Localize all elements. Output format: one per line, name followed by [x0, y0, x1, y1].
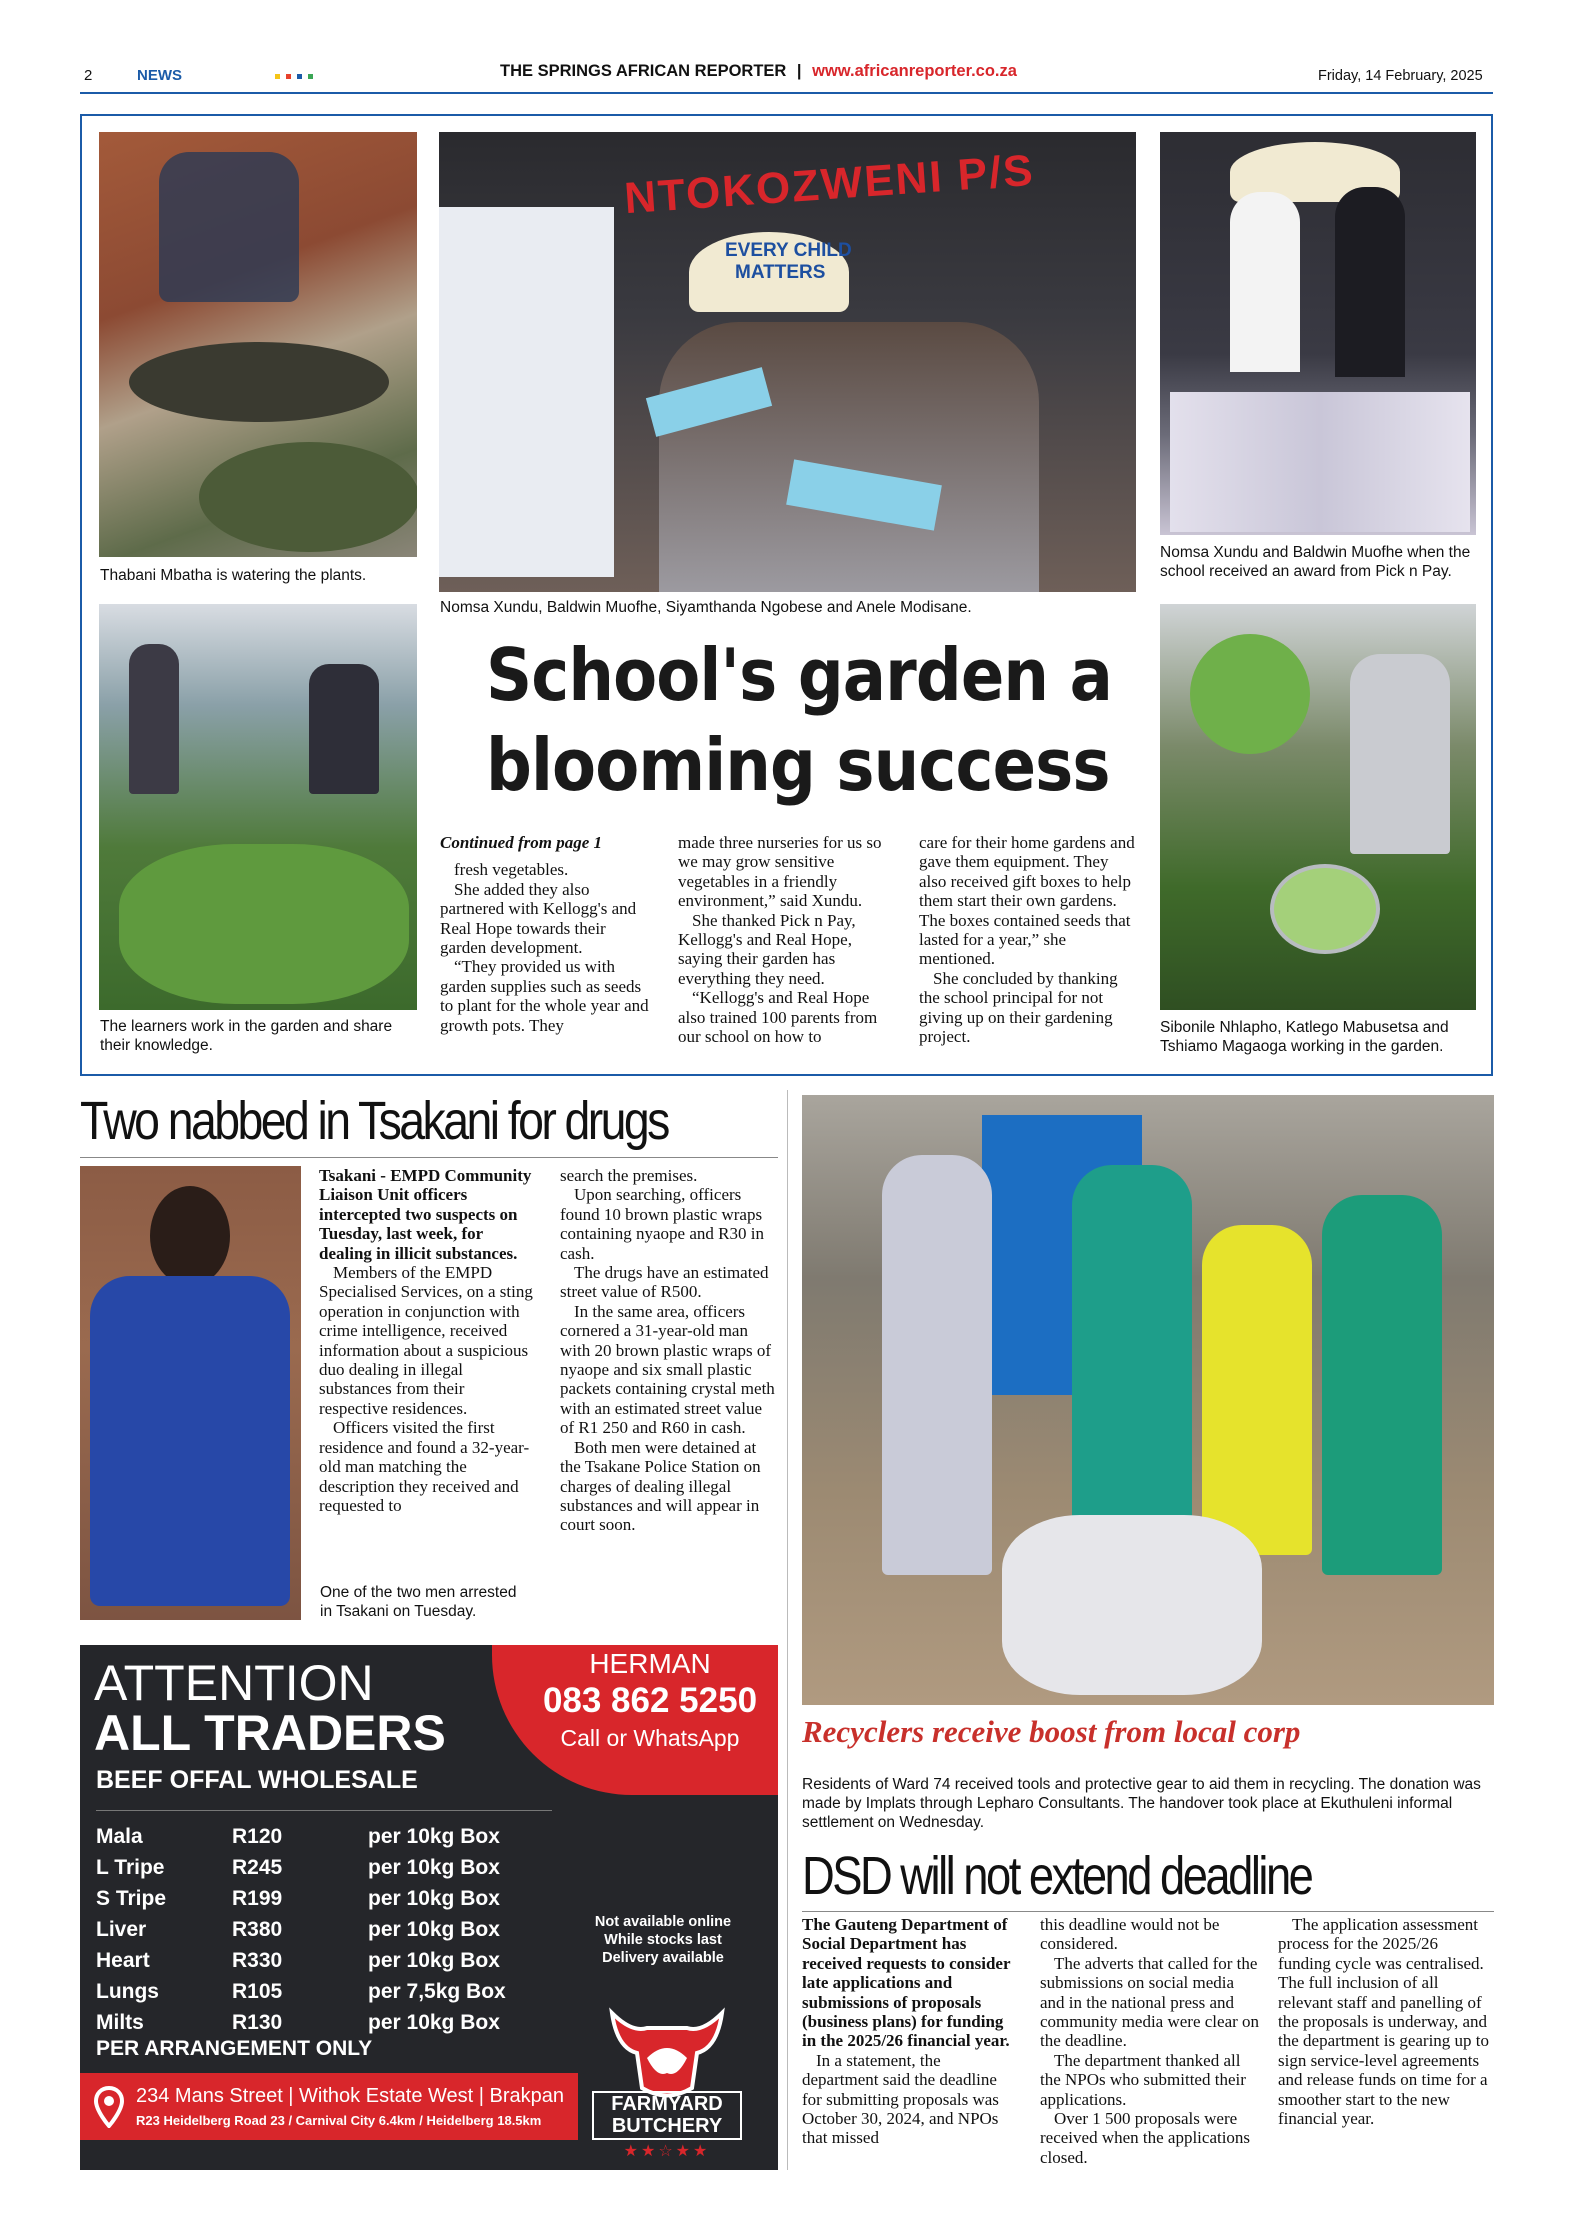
garden-col-1: [440, 833, 655, 1035]
price-price: R120: [232, 1825, 283, 1848]
price-item: Mala: [96, 1825, 143, 1848]
section-label: NEWS: [137, 67, 182, 84]
location-pin-icon: [94, 2086, 124, 2128]
ad-phone[interactable]: 083 862 5250: [542, 1681, 758, 1720]
availability-line-1: Not available online: [594, 1914, 732, 1930]
price-price: R380: [232, 1918, 283, 1941]
drugs-col-1: [319, 1166, 534, 1515]
price-price: R105: [232, 1980, 283, 2003]
price-row: [80, 1856, 550, 1884]
garden-col1-p2: She added they also partnered with Kellogg's and Real Hope towards their garden development.: [440, 879, 637, 958]
drugs-col2-p1: search the premises.: [560, 1166, 698, 1185]
garden-col3-p1: care for their home gardens and gave them equipment. They also received gift boxes to help them start their own gardens. The boxes contained seeds that lasted for a year,” she mentioned.: [919, 833, 1135, 969]
website-link[interactable]: www.africanreporter.co.za: [812, 62, 1017, 80]
price-item: Liver: [96, 1918, 147, 1941]
publication-name: THE SPRINGS AFRICAN REPORTER: [500, 62, 787, 80]
dsd-headline: DSD will not extend deadline: [802, 1846, 1312, 1906]
caption-arrested: One of the two men arrested in Tsakani on Tuesday.: [320, 1584, 517, 1620]
dsd-col-2: [1040, 1915, 1260, 2167]
garden-col-2: [678, 833, 898, 1046]
dot-red: [286, 74, 291, 79]
drugs-rule: [80, 1157, 778, 1158]
farmyard-logo: [592, 1993, 742, 2163]
dsd-col2-p4: Over 1 500 proposals were received when the applications closed.: [1040, 2109, 1251, 2167]
dot-green: [308, 74, 313, 79]
price-item: L Tripe: [96, 1856, 165, 1879]
availability-line-3: Delivery available: [602, 1950, 724, 1966]
issue-date: Friday, 14 February, 2025: [1318, 68, 1483, 84]
bull-head-icon: [592, 1993, 742, 2103]
column-divider: [787, 1090, 788, 2170]
garden-headline: [486, 630, 1112, 810]
school-sign-text: NTOKOZWENI P/S: [622, 145, 1037, 224]
caption-learners: The learners work in the garden and share their knowledge.: [100, 1018, 393, 1054]
photo-watering-plants: [99, 132, 417, 557]
brand-stars: ★★☆★★: [623, 2141, 711, 2160]
brand-line2: BUTCHERY: [592, 2115, 742, 2140]
garden-col2-p3: “Kellogg's and Real Hope also trained 100 parents from our school on how to: [678, 988, 878, 1047]
price-unit: per 10kg Box: [368, 1825, 500, 1848]
drugs-col2-p3: The drugs have an estimated street value of R500.: [560, 1263, 769, 1302]
photo-award-pick-n-pay: [1160, 132, 1476, 535]
drugs-col1-p2: Officers visited the first residence and found a 32-year-old man matching the description they received and requested to: [319, 1418, 530, 1515]
dot-yellow: [275, 74, 280, 79]
price-item: S Tripe: [96, 1887, 167, 1910]
garden-col3-p2: She concluded by thanking the school principal for not giving up on their gardening project.: [919, 968, 1118, 1047]
caption-harvest: Sibonile Nhlapho, Katlego Mabusetsa and Tshiamo Magaoga working in the garden.: [1160, 1019, 1449, 1055]
price-unit: per 10kg Box: [368, 1856, 500, 1879]
garden-headline-line2: blooming success: [486, 723, 1110, 807]
price-unit: per 7,5kg Box: [368, 1980, 506, 2003]
price-item: Milts: [96, 2011, 144, 2034]
photo-learners-garden: [99, 604, 417, 1010]
caption-group: Nomsa Xundu, Baldwin Muofhe, Siyamthanda Ngobese and Anele Modisane.: [440, 599, 972, 616]
garden-col1-p1: fresh vegetables.: [454, 860, 569, 880]
ad-attention: ATTENTION: [94, 1655, 374, 1711]
drugs-col-2: [560, 1166, 775, 1535]
ad-availability: [558, 1913, 768, 1967]
recyclers-headline: Recyclers receive boost from local corp: [802, 1714, 1301, 1749]
ad-arrangement: PER ARRANGEMENT ONLY: [96, 2037, 373, 2060]
masthead-separator: |: [796, 62, 802, 80]
dsd-col-1: [802, 1915, 1020, 2148]
dsd-rule: [802, 1911, 1494, 1912]
dsd-col2-p3: The department thanked all the NPOs who submitted their applications.: [1040, 2050, 1246, 2109]
brand-line1: FARMYARD: [592, 2091, 742, 2116]
dsd-col2-p1: this deadline would not be considered.: [1040, 1915, 1220, 1954]
price-row: [80, 1887, 550, 1915]
drugs-col1-p1: Members of the EMPD Specialised Services, on a sting operation in conjunction with crime intelligence, received information about a suspicious duo dealing in illegal substances from their respective residences.: [319, 1263, 533, 1418]
page-number: 2: [84, 67, 93, 84]
caption-watering: Thabani Mbatha is watering the plants.: [100, 567, 367, 584]
price-price: R245: [232, 1856, 283, 1879]
price-item: Lungs: [96, 1980, 159, 2003]
price-row: [80, 1949, 550, 1977]
section-dots: [275, 74, 317, 80]
garden-col-3: [919, 833, 1139, 1046]
price-unit: per 10kg Box: [368, 1949, 500, 1972]
drugs-col2-p2: Upon searching, officers found 10 brown plastic wraps containing nyaope and R30 in cash.: [560, 1185, 764, 1263]
photo-learners-harvest: [1160, 604, 1476, 1010]
dot-blue: [297, 74, 302, 79]
photo-arrested-man: [80, 1166, 301, 1620]
butchery-advertisement: [80, 1645, 778, 2170]
photo-recyclers: [802, 1095, 1494, 1705]
header-rule: [80, 92, 1493, 94]
garden-col1-p3: “They provided us with garden supplies such as seeds to plant for the whole year and growth pots. They: [440, 957, 649, 1035]
drugs-col2-p5: Both men were detained at the Tsakane Police Station on charges of dealing illegal substances and will appear in court soon.: [560, 1437, 761, 1535]
recyclers-caption: Residents of Ward 74 received tools and protective gear to aid them in recycling. The donation was made by Implats through Lepharo Consultants. The handover took place at Ekuthuleni informal settlement on Wednesday.: [802, 1776, 1481, 1831]
price-row: [80, 2011, 550, 2039]
garden-col2-p2: She thanked Pick n Pay, Kellogg's and Real Hope, saying their garden has everything they need.: [678, 910, 856, 988]
photo-group-award: [439, 132, 1136, 592]
caption-award: Nomsa Xundu and Baldwin Muofhe when the school received an award from Pick n Pay.: [1160, 544, 1471, 580]
masthead: [500, 62, 1017, 81]
garden-col2-p1: made three nurseries for us so we may grow sensitive vegetables in a friendly environment,” said Xundu.: [678, 833, 882, 911]
drugs-headline: Two nabbed in Tsakani for drugs: [80, 1091, 668, 1151]
slogan-line2: MATTERS: [735, 262, 826, 283]
ad-all-traders: ALL TRADERS: [94, 1705, 446, 1761]
slogan-line1: EVERY CHILD: [725, 240, 852, 261]
availability-line-2: While stocks last: [604, 1932, 722, 1948]
continued-note: Continued from page 1: [440, 833, 602, 852]
price-price: R199: [232, 1887, 283, 1910]
price-row: [80, 1980, 550, 2008]
garden-headline-line1: School's garden a: [486, 633, 1112, 717]
dsd-col1-p1: In a statement, the department said the deadline for submitting proposals was October 30, 2024, and NPOs that missed: [802, 2050, 999, 2148]
ad-contact-name: HERMAN: [589, 1648, 711, 1679]
dsd-lead: The Gauteng Department of Social Department has received requests to consider late applications and submissions of proposals (business plans) for funding in the 2025/26 financial year.: [802, 1915, 1011, 2051]
price-unit: per 10kg Box: [368, 2011, 500, 2034]
price-price: R330: [232, 1949, 283, 1972]
dsd-col-3: [1278, 1915, 1494, 2128]
ad-contact-note: Call or WhatsApp: [560, 1725, 740, 1751]
dsd-col3-p1: The application assessment process for the 2025/26 funding cycle was centralised. The full inclusion of all relevant staff and panelling of the proposals is underway, and the department is gearing up to sign service-level agreements and release funds on time for a smoother start to the new financial year.: [1278, 1915, 1490, 2129]
price-item: Heart: [96, 1949, 150, 1972]
price-unit: per 10kg Box: [368, 1918, 500, 1941]
ad-address: 234 Mans Street | Withok Estate West | Brakpan: [136, 2085, 564, 2107]
dsd-col2-p2: The adverts that called for the submissions on social media and in the national press and community media were clear on the deadline.: [1040, 1953, 1260, 2051]
price-price: R130: [232, 2011, 283, 2034]
price-row: [80, 1825, 550, 1853]
drugs-col2-p4: In the same area, officers cornered a 31-year-old man with 20 brown plastic wraps of nyaope and six small plastic packets containing crystal meth with an estimated street value of R1 250 and R60 in cash.: [560, 1301, 775, 1438]
price-row: [80, 1918, 550, 1946]
ad-subtitle: BEEF OFFAL WHOLESALE: [96, 1766, 418, 1794]
price-unit: per 10kg Box: [368, 1887, 500, 1910]
ad-directions: R23 Heidelberg Road 23 / Carnival City 6.4km / Heidelberg 18.5km: [136, 2113, 542, 2128]
drugs-lead: Tsakani - EMPD Community Liaison Unit officers intercepted two suspects on Tuesday, last week, for dealing in illicit substances.: [319, 1166, 532, 1263]
